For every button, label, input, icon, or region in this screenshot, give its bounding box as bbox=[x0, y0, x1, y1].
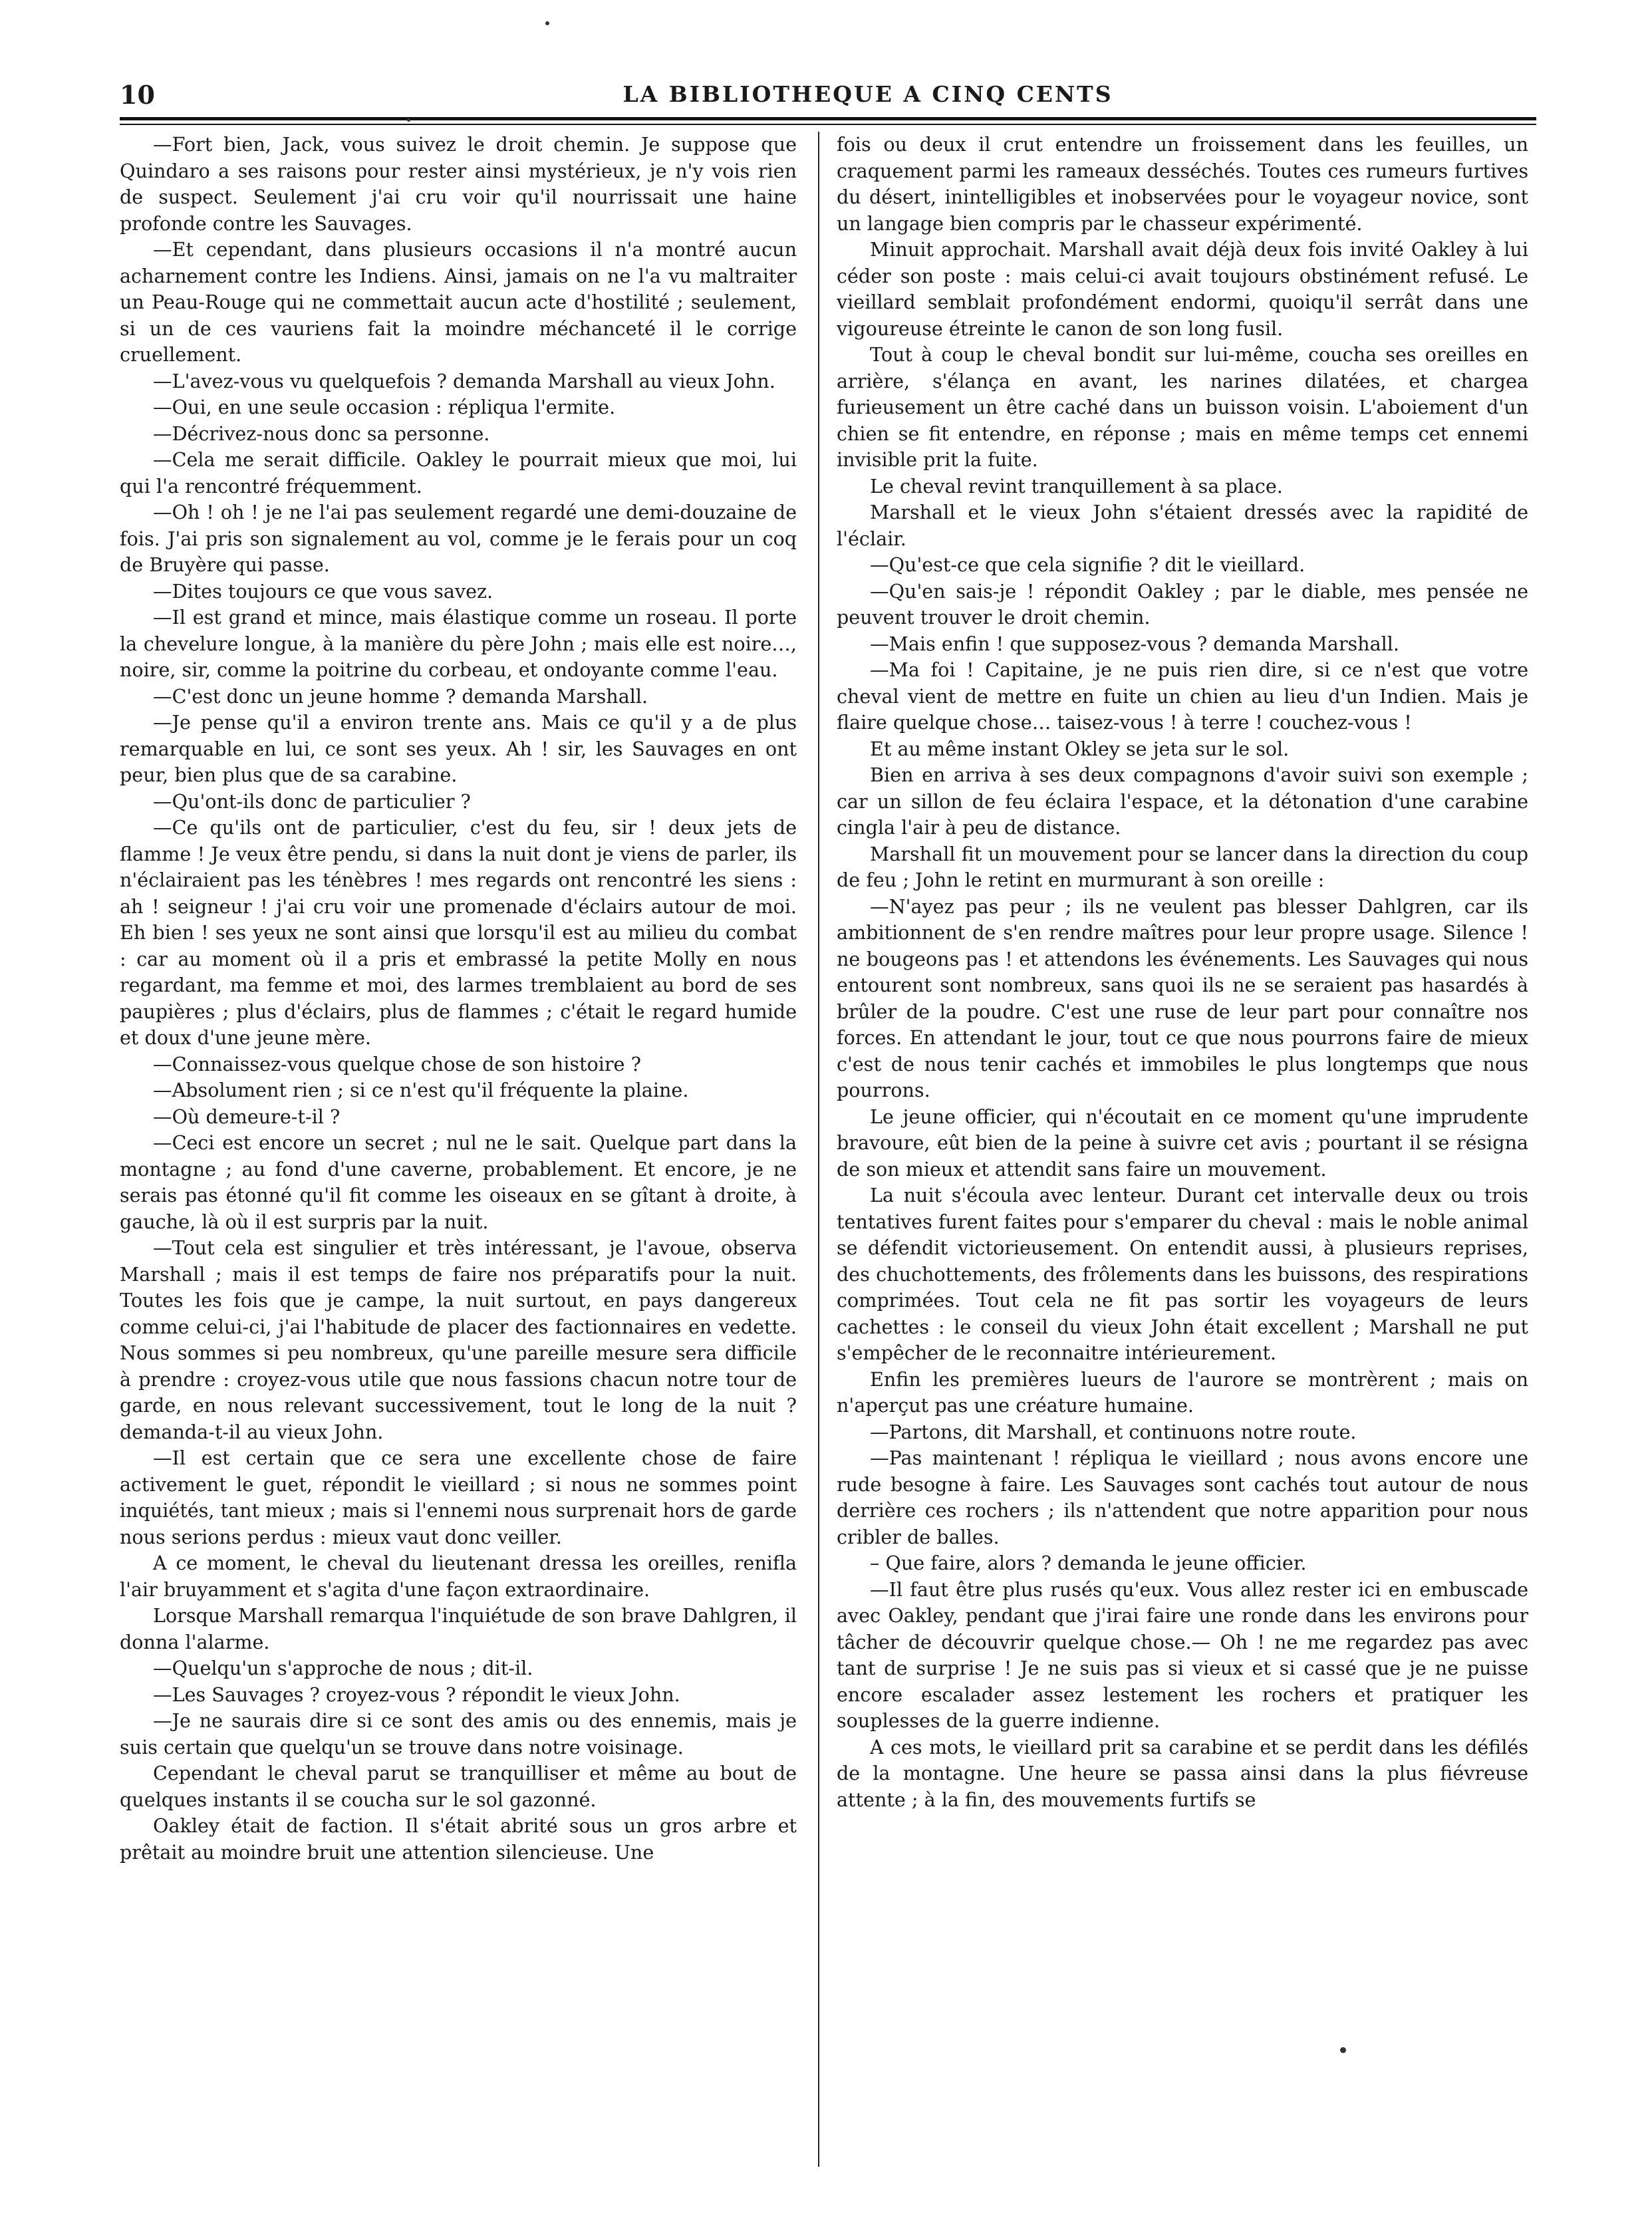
ink-speck bbox=[407, 118, 410, 122]
paragraph: Et au même instant Okley se jeta sur le sol. bbox=[870, 737, 1290, 760]
paragraph: Lorsque Marshall remarqua l'inquiétude de son brave Dahlgren, il donna l'alarme. bbox=[120, 1604, 797, 1653]
paragraph: —Oh ! oh ! je ne l'ai pas seulement regardé une demi-douzaine de fois. J'ai pris son signalement au vol, comme je le ferais pour un coq de Bruyère qui passe. bbox=[120, 501, 797, 576]
paragraph: —Partons, dit Marshall, et continuons notre route. bbox=[870, 1420, 1357, 1443]
paragraph: —Dites toujours ce que vous savez. bbox=[153, 579, 493, 603]
paragraph: —Je pense qu'il a environ trente ans. Mais ce qu'il y a de plus remarquable en lui, ce sont ses yeux. Ah ! sir, les Sauvages en ont peur, bien plus que de sa carabine. bbox=[120, 711, 797, 786]
paragraph: – Que faire, alors ? demanda le jeune officier. bbox=[870, 1552, 1307, 1574]
paragraph: Oakley était de faction. Il s'était abrité sous un gros arbre et prêtait au moindre bruit une attention silencieuse. Une bbox=[120, 1814, 797, 1864]
paragraph: Le cheval revint tranquillement à sa place. bbox=[870, 474, 1283, 497]
paragraph: fois ou deux il crut entendre un froissement dans les feuilles, un craquement parmi les rameaux desséchés. Toutes ces rumeurs furtives du désert, inintelligibles et inobservées pour le voyageur novice, sont un langage bien compris par le chasseur expérimenté. bbox=[837, 133, 1528, 235]
paragraph: —Ma foi ! Capitaine, je ne puis rien dire, si ce n'est que votre cheval vient de mettre en fuite un chien au lieu d'un Indien. Mais je flaire quelque chose… taisez-vous ! à terre ! couchez-vous ! bbox=[837, 658, 1528, 734]
page-header bbox=[120, 78, 1536, 118]
page-number: 10 bbox=[120, 80, 155, 110]
left-column bbox=[120, 132, 797, 1866]
paragraph: —Qu'est-ce que cela signifie ? dit le vieillard. bbox=[870, 553, 1306, 576]
paragraph: —Connaissez-vous quelque chose de son histoire ? bbox=[153, 1052, 641, 1075]
paragraph: —N'ayez pas peur ; ils ne veulent pas blesser Dahlgren, car ils ambitionnent de s'en rendre maîtres pour leur propre usage. Silence ! ne bougeons pas ! et attendons les événements. Les Sauvages qui nous entourent sont nombreux, sans quoi ils ne se seraient pas hasardés à brûler de la poudre. C'est une ruse de leur part pour connaître nos forces. En attendant le jour, tout ce que nous pourrons faire de mieux c'est de nous tenir cachés et immobiles le plus longtemps que nous pourrons. bbox=[837, 895, 1528, 1101]
paragraph: A ces mots, le vieillard prit sa carabine et se perdit dans les défilés de la montagne. Une heure se passa ainsi dans la plus fiévreuse attente ; à la fin, des mouvements furtifs se bbox=[837, 1735, 1528, 1811]
running-title: LA BIBLIOTHEQUE A CINQ CENTS bbox=[622, 81, 1113, 107]
paragraph: —Ce qu'ils ont de particulier, c'est du feu, sir ! deux jets de flamme ! Je veux être pendu, si dans la nuit dont je viens de parler, ils n'éclairaient pas les ténèbres ! mes regards ont rencontré les siens : ah ! seigneur ! j'ai cru voir une promenade d'éclairs autour de moi. Eh bien ! ses yeux ne sont ainsi que lorsqu'il est au milieu du combat : car au moment où il a pris et embrassé la petite Molly en nous regardant, ma femme et moi, des larmes tremblaient au bord de ses paupières ; plus d'éclairs, plus de flammes ; c'était le regard humide et doux d'une jeune mère. bbox=[120, 816, 797, 1049]
paragraph: —Qu'en sais-je ! répondit Oakley ; par le diable, mes pensée ne peuvent trouver le droit chemin. bbox=[837, 579, 1528, 629]
paragraph: —Fort bien, Jack, vous suivez le droit chemin. Je suppose que Quindaro a ses raisons pour rester ainsi mystérieux, je n'y vois rien de suspect. Seulement j'ai cru voir qu'il nourrissait une haine profonde contre les Sauvages. bbox=[120, 133, 797, 235]
paragraph: —Oui, en une seule occasion : répliqua l'ermite. bbox=[153, 396, 616, 418]
ink-speck bbox=[1340, 2047, 1346, 2053]
paragraph: Cependant le cheval parut se tranquilliser et même au bout de quelques instants il se coucha sur le sol gazonné. bbox=[120, 1762, 797, 1811]
paragraph: —C'est donc un jeune homme ? demanda Marshall. bbox=[153, 684, 648, 708]
paragraph: —Pas maintenant ! répliqua le vieillard ; nous avons encore une rude besogne à faire. Les Sauvages sont cachés tout autour de nous derrière ces rochers ; ils n'attendent que notre apparition pour nous cribler de balles. bbox=[837, 1447, 1528, 1548]
paragraph: —Il est grand et mince, mais élastique comme un roseau. Il porte la chevelure longue, à la manière du père John ; mais elle est noire…, noire, sir, comme la poitrine du corbeau, et ondoyante comme l'eau. bbox=[120, 606, 797, 681]
paragraph: —Les Sauvages ? croyez-vous ? répondit le vieux John. bbox=[153, 1683, 680, 1706]
paragraph: —Qu'ont-ils donc de particulier ? bbox=[153, 789, 471, 813]
paragraph: A ce moment, le cheval du lieutenant dressa les oreilles, renifla l'air bruyamment et s'agita d'une façon extraordinaire. bbox=[120, 1552, 797, 1601]
paragraph: —Tout cela est singulier et très intéressant, je l'avoue, observa Marshall ; mais il est temps de faire nos préparatifs pour la nuit. Toutes les fois que je campe, la nuit surtout, en pays dangereux comme celui-ci, j'ai l'habitude de placer des factionnaires en vedette. Nous sommes si peu nombreux, qu'une pareille mesure sera difficile à prendre : croyez-vous utile que nous fassions chacun notre tour de garde, en nous relevant successivement, tout le long de la nuit ? demanda-t-il au vieux John. bbox=[120, 1236, 797, 1443]
paragraph: Bien en arriva à ses deux compagnons d'avoir suivi son exemple ; car un sillon de feu éclaira l'espace, et la détonation d'une carabine cingla l'air à peu de distance. bbox=[837, 764, 1528, 839]
column-divider bbox=[818, 132, 819, 2167]
paragraph: Minuit approchait. Marshall avait déjà deux fois invité Oakley à lui céder son poste : mais celui-ci avait toujours obstinément refusé. Le vieillard semblait profondément endormi, quoiqu'il serrât dans une vigoureuse étreinte le canon de son long fusil. bbox=[837, 238, 1528, 340]
paragraph: —Où demeure-t-il ? bbox=[153, 1105, 341, 1128]
paragraph: —Mais enfin ! que supposez-vous ? demanda Marshall. bbox=[870, 632, 1400, 655]
paragraph: —L'avez-vous vu quelquefois ? demanda Marshall au vieux John. bbox=[153, 369, 775, 392]
paragraph: —Décrivez-nous donc sa personne. bbox=[153, 422, 490, 445]
right-column bbox=[837, 132, 1528, 1813]
paragraph: Marshall et le vieux John s'étaient dressés avec la rapidité de l'éclair. bbox=[837, 501, 1528, 550]
paragraph: —Quelqu'un s'approche de nous ; dit-il. bbox=[153, 1657, 533, 1679]
paragraph: Tout à coup le cheval bondit sur lui-même, coucha ses oreilles en arrière, s'élança en avant, les narines dilatées, et chargea furieusement un être caché dans un buisson voisin. L'aboiement d'un chien se fit entendre, en réponse ; mais en même temps cet ennemi invisible prit la fuite. bbox=[837, 343, 1528, 471]
paragraph: —Il faut être plus rusés qu'eux. Vous allez rester ici en embuscade avec Oakley, pendant que j'irai faire une ronde dans les environs pour tâcher de découvrir quelque chose.— Oh ! ne me regardez pas avec tant de surprise ! Je ne suis pas si vieux et si cassé que je ne puisse encore escalader assez lestement les rochers et pratiquer les souplesses de la guerre indienne. bbox=[837, 1578, 1528, 1732]
paragraph: —Et cependant, dans plusieurs occasions il n'a montré aucun acharnement contre les Indiens. Ainsi, jamais on ne l'a vu maltraiter un Peau-Rouge qui ne commettait aucun acte d'hostilité ; seulement, si un de ces vauriens fait la moindre méchanceté il le corrige cruellement. bbox=[120, 238, 797, 366]
paragraph: —Absolument rien ; si ce n'est qu'il fréquente la plaine. bbox=[153, 1079, 689, 1101]
header-rule-thin bbox=[120, 124, 1536, 125]
header-rule-thick bbox=[120, 117, 1536, 120]
paragraph: Marshall fit un mouvement pour se lancer dans la direction du coup de feu ; John le retint en murmurant à son oreille : bbox=[837, 842, 1528, 891]
paragraph: La nuit s'écoula avec lenteur. Durant cet intervalle deux ou trois tentatives furent faites pour s'emparer du cheval : mais le noble animal se défendit victorieusement. On entendit aussi, à plusieurs reprises, des chuchottements, des frôlements dans les buissons, des respirations comprimées. Tout cela ne fit pas sortir les voyageurs de leurs cachettes : le conseil du vieux John était excellent ; Marshall ne put s'empêcher de le reconnaitre intérieurement. bbox=[837, 1184, 1528, 1364]
paragraph: —Cela me serait difficile. Oakley le pourrait mieux que moi, lui qui l'a rencontré fréquemment. bbox=[120, 448, 797, 497]
paragraph: —Ceci est encore un secret ; nul ne le sait. Quelque part dans la montagne ; au fond d'une caverne, probablement. Et encore, je ne serais pas étonné qu'il fit comme les oiseaux en se gîtant à droite, à gauche, là où il est surpris par la nuit. bbox=[120, 1131, 797, 1233]
paragraph: —Il est certain que ce sera une excellente chose de faire activement le guet, répondit le vieillard ; si nous ne sommes point inquiétés, tant mieux ; mais si l'ennemi nous surprenait hors de garde nous serions perdus : mieux vaut donc veiller. bbox=[120, 1447, 797, 1548]
paragraph: Enfin les premières lueurs de l'aurore se montrèrent ; mais on n'aperçut pas une créature humaine. bbox=[837, 1367, 1528, 1417]
ink-speck bbox=[545, 21, 549, 25]
paragraph: —Je ne saurais dire si ce sont des amis ou des ennemis, mais je suis certain que quelqu'un se trouve dans notre voisinage. bbox=[120, 1709, 797, 1758]
paragraph: Le jeune officier, qui n'écoutait en ce moment qu'une imprudente bravoure, eût bien de la peine à suivre cet avis ; pourtant il se résigna de son mieux et attendit sans faire un mouvement. bbox=[837, 1105, 1528, 1181]
